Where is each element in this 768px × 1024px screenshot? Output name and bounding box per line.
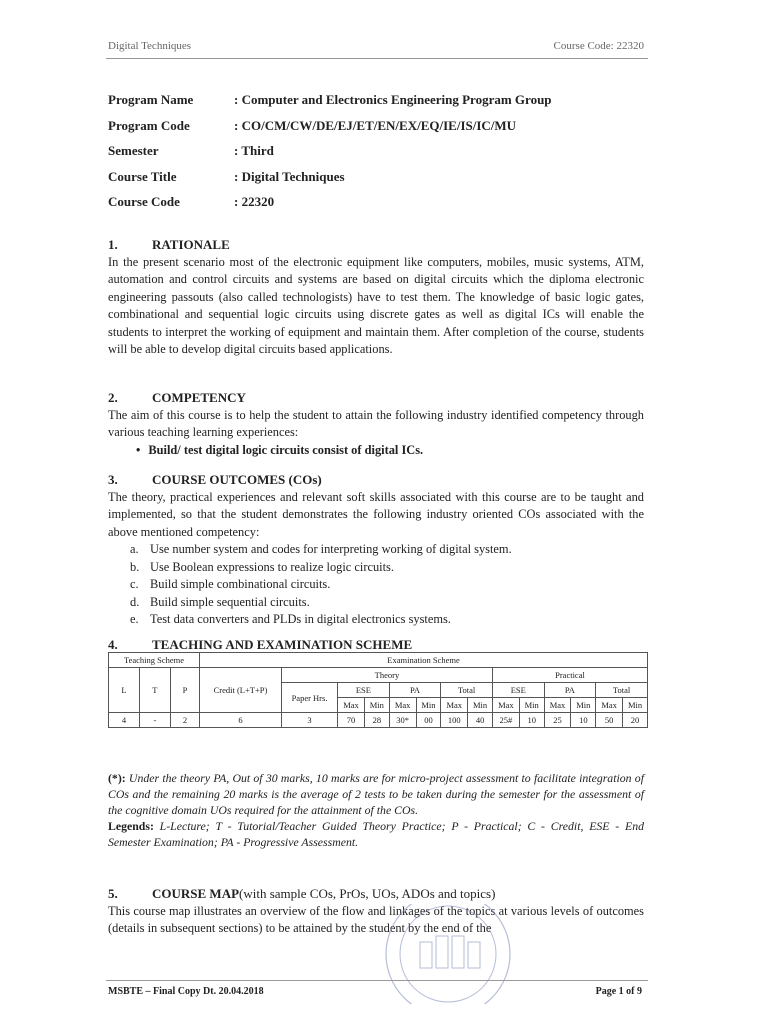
info-row	[108, 118, 668, 144]
table-header: L	[109, 668, 140, 713]
table-cell: 28	[364, 713, 389, 728]
table-header: Min	[416, 698, 441, 713]
table-header: T	[139, 668, 170, 713]
table-header: Min	[468, 698, 493, 713]
table-cell: 10	[519, 713, 544, 728]
section-number: 4.	[108, 637, 118, 652]
list-item	[130, 576, 644, 594]
header-course-title: Digital Techniques	[108, 40, 192, 52]
table-header: Teaching Scheme	[109, 653, 200, 668]
info-row	[108, 194, 668, 220]
rationale-text: In the present scenario most of the electronic equipment like computers, mobiles, music systems, ATM, automation and control circuits and systems are based on digital circuits which the diploma electronic engineering passouts (also called technologists) have to test them. The knowledge of basic logic gates, combinational and sequential logic circuits using discrete gates as well as digital ICs will enable the students to interpret the working of equipment and maintain them. After completion of the course, students will be able to develop digital circuits based applications.	[108, 254, 644, 356]
section-heading	[108, 471, 644, 489]
table-header: Theory	[281, 668, 492, 683]
table-cell: 10	[571, 713, 596, 728]
course-info-block	[108, 92, 668, 220]
section-title: RATIONALE	[152, 237, 230, 252]
table-cell: 3	[281, 713, 337, 728]
info-value: : Digital Techniques	[234, 168, 345, 184]
info-value: : Third	[234, 143, 274, 158]
table-header: PA	[389, 683, 441, 698]
table-header: Practical	[492, 668, 647, 683]
table-row	[109, 653, 648, 668]
footer-page-number: Page 1 of 9	[595, 986, 642, 997]
info-key: Semester	[108, 143, 159, 158]
section-number: 3.	[108, 472, 118, 487]
table-header: Total	[596, 683, 648, 698]
star-note	[108, 770, 644, 818]
legends-note	[108, 818, 644, 850]
list-letter: b.	[130, 559, 140, 574]
table-header: Max	[389, 698, 416, 713]
table-header: P	[170, 668, 199, 713]
list-item	[130, 541, 644, 559]
section-title: COURSE MAP	[152, 886, 240, 901]
legends-label: Legends:	[108, 819, 154, 833]
table-cell: 00	[416, 713, 441, 728]
table-header: PA	[544, 683, 596, 698]
table-header: Max	[338, 698, 365, 713]
star-note-label: (*):	[108, 771, 126, 785]
section-number: 1.	[108, 237, 118, 252]
table-header: Max	[492, 698, 519, 713]
table-header: Max	[544, 698, 571, 713]
section-heading	[108, 236, 644, 254]
table-header: ESE	[338, 683, 390, 698]
table-header: Paper Hrs.	[281, 683, 337, 713]
list-item	[130, 611, 644, 629]
list-letter: c.	[130, 577, 139, 591]
list-letter: e.	[130, 612, 139, 626]
list-letter: a.	[130, 542, 139, 556]
section-subtitle: (with sample COs, PrOs, UOs, ADOs and topics)	[239, 886, 496, 901]
list-text: Build simple combinational circuits.	[150, 577, 331, 591]
table-row	[109, 713, 648, 728]
table-row	[109, 668, 648, 683]
section-title: COURSE OUTCOMES (COs)	[152, 472, 322, 487]
section-scheme	[108, 636, 644, 654]
table-cell: 6	[200, 713, 282, 728]
table-cell: 50	[596, 713, 623, 728]
scheme-table	[108, 652, 648, 728]
table-header: Min	[623, 698, 648, 713]
footer-copy-date: MSBTE – Final Copy Dt. 20.04.2018	[108, 986, 264, 997]
section-heading	[108, 885, 644, 903]
info-key: Program Name	[108, 92, 194, 107]
table-cell: 70	[338, 713, 365, 728]
section-number: 2.	[108, 390, 118, 405]
table-cell: 25#	[492, 713, 519, 728]
list-item	[130, 559, 644, 577]
info-row	[108, 92, 668, 118]
header-course-code: Course Code: 22320	[553, 40, 644, 52]
table-header: ESE	[492, 683, 544, 698]
section-course-outcomes	[108, 471, 644, 629]
table-cell: 20	[623, 713, 648, 728]
star-note-text: Under the theory PA, Out of 30 marks, 10 marks are for micro-project assessment to facilitate integration of COs and the remaining 20 marks is the average of 2 tests to be taken during the semester for the assessment of the cognitive domain UOs required for the attainment of the COs.	[108, 771, 644, 817]
table-header: Credit (L+T+P)	[200, 668, 282, 713]
section-title: TEACHING AND EXAMINATION SCHEME	[152, 637, 413, 652]
footer-rule	[106, 980, 648, 981]
section-title: COMPETENCY	[152, 390, 246, 405]
list-text: Use Boolean expressions to realize logic circuits.	[150, 559, 394, 574]
table-header: Examination Scheme	[200, 653, 648, 668]
competency-bullet: • Build/ test digital logic circuits consist of digital ICs.	[108, 442, 644, 460]
table-header: Total	[441, 683, 493, 698]
table-cell: 40	[468, 713, 493, 728]
legends-text: L-Lecture; T - Tutorial/Teacher Guided Theory Practice; P - Practical; C - Credit, ESE - End Semester Examination; PA - Progressive Assessment.	[108, 819, 644, 849]
info-value: : CO/CM/CW/DE/EJ/ET/EN/EX/EQ/IE/IS/IC/MU	[234, 117, 517, 133]
info-row	[108, 143, 668, 169]
list-item	[130, 594, 644, 612]
table-cell: 4	[109, 713, 140, 728]
table-header: Max	[596, 698, 623, 713]
table-header: Min	[519, 698, 544, 713]
course-map-text: This course map illustrates an overview of the flow and linkages of the topics at various levels of outcomes (details in subsequent sections) to be attained by the student by the end of the	[108, 903, 644, 935]
info-key: Program Code	[108, 117, 190, 133]
section-number: 5.	[108, 886, 118, 901]
table-cell: -	[139, 713, 170, 728]
table-header: Min	[571, 698, 596, 713]
section-course-map	[108, 885, 644, 938]
list-text: Test data converters and PLDs in digital electronics systems.	[150, 612, 451, 626]
outcomes-text: The theory, practical experiences and relevant soft skills associated with this course are to be taught and implemented, so that the student demonstrates the following industry oriented COs associated with the above mentioned competency:	[108, 489, 644, 539]
header-rule	[106, 58, 648, 59]
outcomes-list	[130, 541, 644, 629]
info-key: Course Title	[108, 168, 177, 184]
table-cell: 25	[544, 713, 571, 728]
info-value: : 22320	[234, 194, 275, 209]
list-letter: d.	[130, 594, 140, 609]
info-value: : Computer and Electronics Engineering Program Group	[234, 92, 552, 107]
table-cell: 2	[170, 713, 199, 728]
info-key: Course Code	[108, 194, 180, 209]
info-row	[108, 169, 668, 195]
scheme-notes	[108, 770, 644, 850]
table-cell: 30*	[389, 713, 416, 728]
section-heading	[108, 389, 644, 407]
list-text: Use number system and codes for interpreting working of digital system.	[150, 542, 512, 556]
section-rationale	[108, 236, 644, 359]
table-cell: 100	[441, 713, 468, 728]
table-header: Max	[441, 698, 468, 713]
section-heading	[108, 636, 644, 654]
table-header: Min	[364, 698, 389, 713]
competency-text: The aim of this course is to help the student to attain the following industry identified competency through various teaching learning experiences:	[108, 407, 644, 439]
institution-seal-image	[378, 904, 518, 1004]
list-text: Build simple sequential circuits.	[150, 594, 310, 609]
section-competency	[108, 389, 644, 459]
